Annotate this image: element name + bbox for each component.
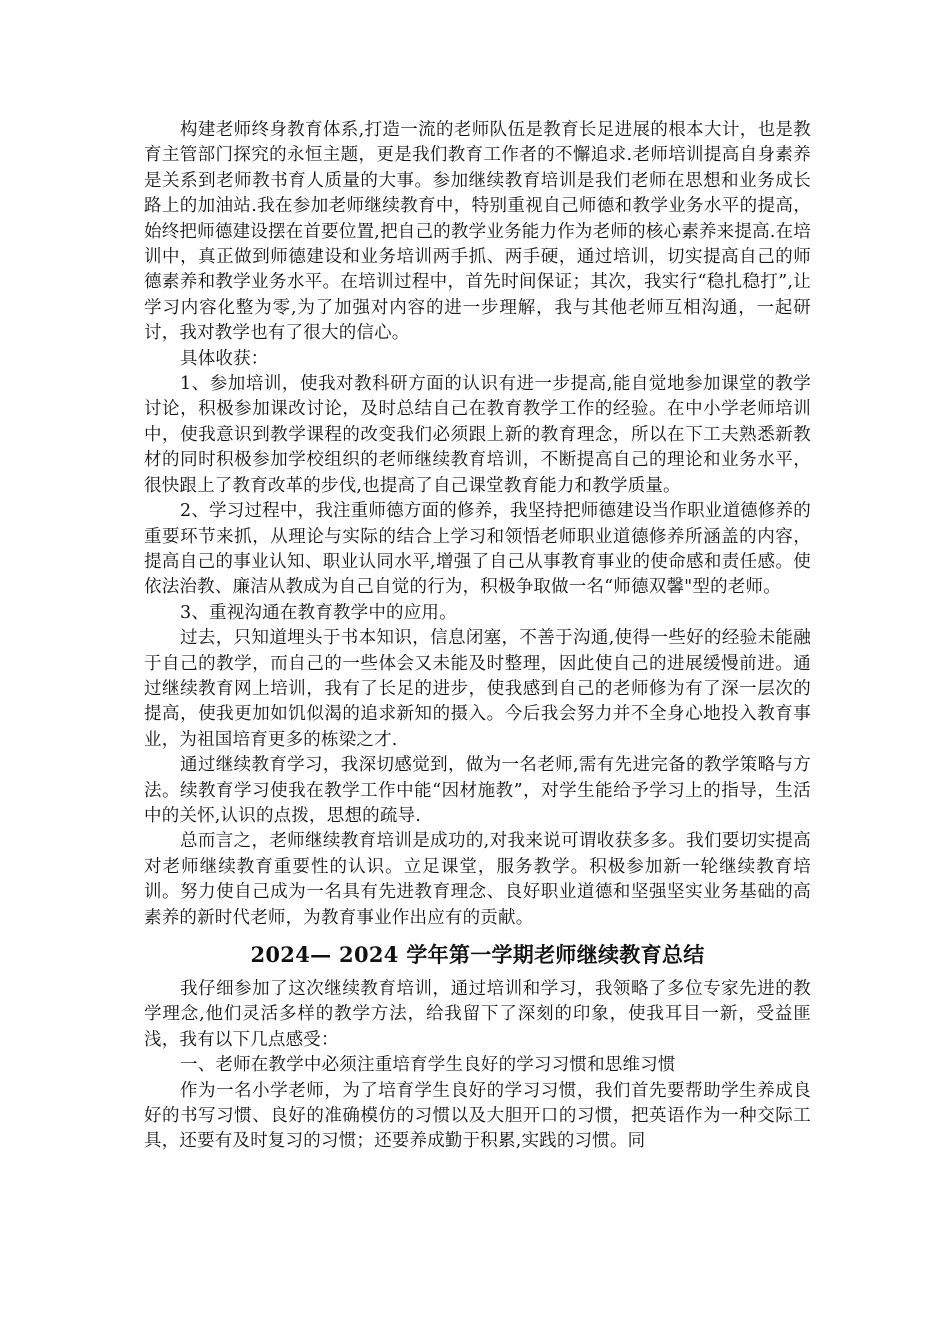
section2-intro: 我仔细参加了这次继续教育培训，通过培训和学习，我领略了多位专家先进的教学理念,他们灵活多样的教学方法，给我留下了深刻的印象，使我耳目一新，受益匪浅，我有以下几点感受： — [144, 979, 811, 1050]
gains-label: 具体收获： — [180, 348, 269, 369]
document-page — [144, 118, 811, 1155]
realize-paragraph: 通过继续教育学习，我深切感觉到，做为一名老师,需有先进完备的教学策略与方法。续教育学习使我在教学工作中能“因材施教”，对学生能给予学习上的指导，生活中的关怀,认识的点拨，思想的疏导. — [144, 755, 811, 826]
past-paragraph: 过去，只知道埋头于书本知识，信息闭塞，不善于沟通,使得一些好的经验未能融于自己的教学，而自己的一些体会又未能及时整理，因此使自己的进展缓慢前进。通过继续教育网上培训，我有了长足的进步，使我感到自己的老师修为有了深一层次的提高，使我更加如饥似渴的追求新知的摄入。今后我会努力并不全身心地投入教育事业，为祖国培育更多的栋梁之才. — [144, 628, 811, 750]
intro-paragraph: 构建老师终身教育体系,打造一流的老师队伍是教育长足进展的根本大计，也是教育主管部门探究的永恒主题，更是我们教育工作者的不懈追求.老师培训提高自身素养是关系到老师教书育人质量的大事。参加继续教育培训是我们老师在思想和业务成长路上的加油站.我在参加老师继续教育中，特别重视自己师德和教学业务水平的提高，始终把师德建设摆在首要位置,把自己的教学业务能力作为老师的核心素养来提高.在培训中，真正做到师德建设和业务培训两手抓、两手硬，通过培训，切实提高自己的师德素养和教学业务水平。在培训过程中，首先时间保证；其次，我实行“稳扎稳打”,让学习内容化整为零,为了加强对内容的进一步理解，我与其他老师互相沟通，一起研讨，我对教学也有了很大的信心。 — [144, 120, 811, 344]
gain-point-1: 1、参加培训，使我对教科研方面的认识有进一步提高,能自觉地参加课堂的教学讨论，积极参加课改讨论，及时总结自己在教育教学工作的经验。在中小学老师培训中，使我意识到教学课程的改变我们必须跟上新的教育理念，所以在下工夫熟悉新教材的同时积极参加学校组织的老师继续教育培训，不断提高自己的理论和业务水平，很快跟上了教育改革的步伐,也提高了自己课堂教育能力和教学质量。 — [144, 374, 811, 496]
section2-heading-1: 一、老师在教学中必须注重培育学生良好的学习习惯和思维习惯 — [180, 1055, 676, 1076]
gain-point-2: 2、学习过程中，我注重师德方面的修养，我坚持把师德建设当作职业道德修养的重要环节来抓，从理论与实际的结合上学习和领悟老师职业道德修养所涵盖的内容，提高自己的事业认知、职业认同水平,增强了自己从事教育事业的使命感和责任感。使依法治教、廉洁从教成为自己自觉的行为，积极争取做一名“师德双馨"型的老师。 — [144, 501, 811, 598]
conclusion-paragraph: 总而言之，老师继续教育培训是成功的,对我来说可谓收获多多。我们要切实提高对老师继续教育重要性的认识。立足课堂，服务教学。积极参加新一轮继续教育培训。努力使自己成为一名具有先进教育理念、良好职业道德和坚强坚实业务基础的高素养的新时代老师，为教育事业作出应有的贡献。 — [144, 831, 811, 928]
gain-point-3: 3、重视沟通在教育教学中的应用。 — [180, 602, 457, 623]
section2-paragraph-1: 作为一名小学老师，为了培育学生良好的学习习惯，我们首先要帮助学生养成良好的书写习惯、良好的准确模仿的习惯以及大胆开口的习惯，把英语作为一种交际工具，还要有及时复习的习惯；还要养成勤于积累,实践的习惯。同 — [144, 1080, 811, 1152]
section-title: 2024— 2024 学年第一学期老师继续教育总结 — [250, 942, 705, 967]
